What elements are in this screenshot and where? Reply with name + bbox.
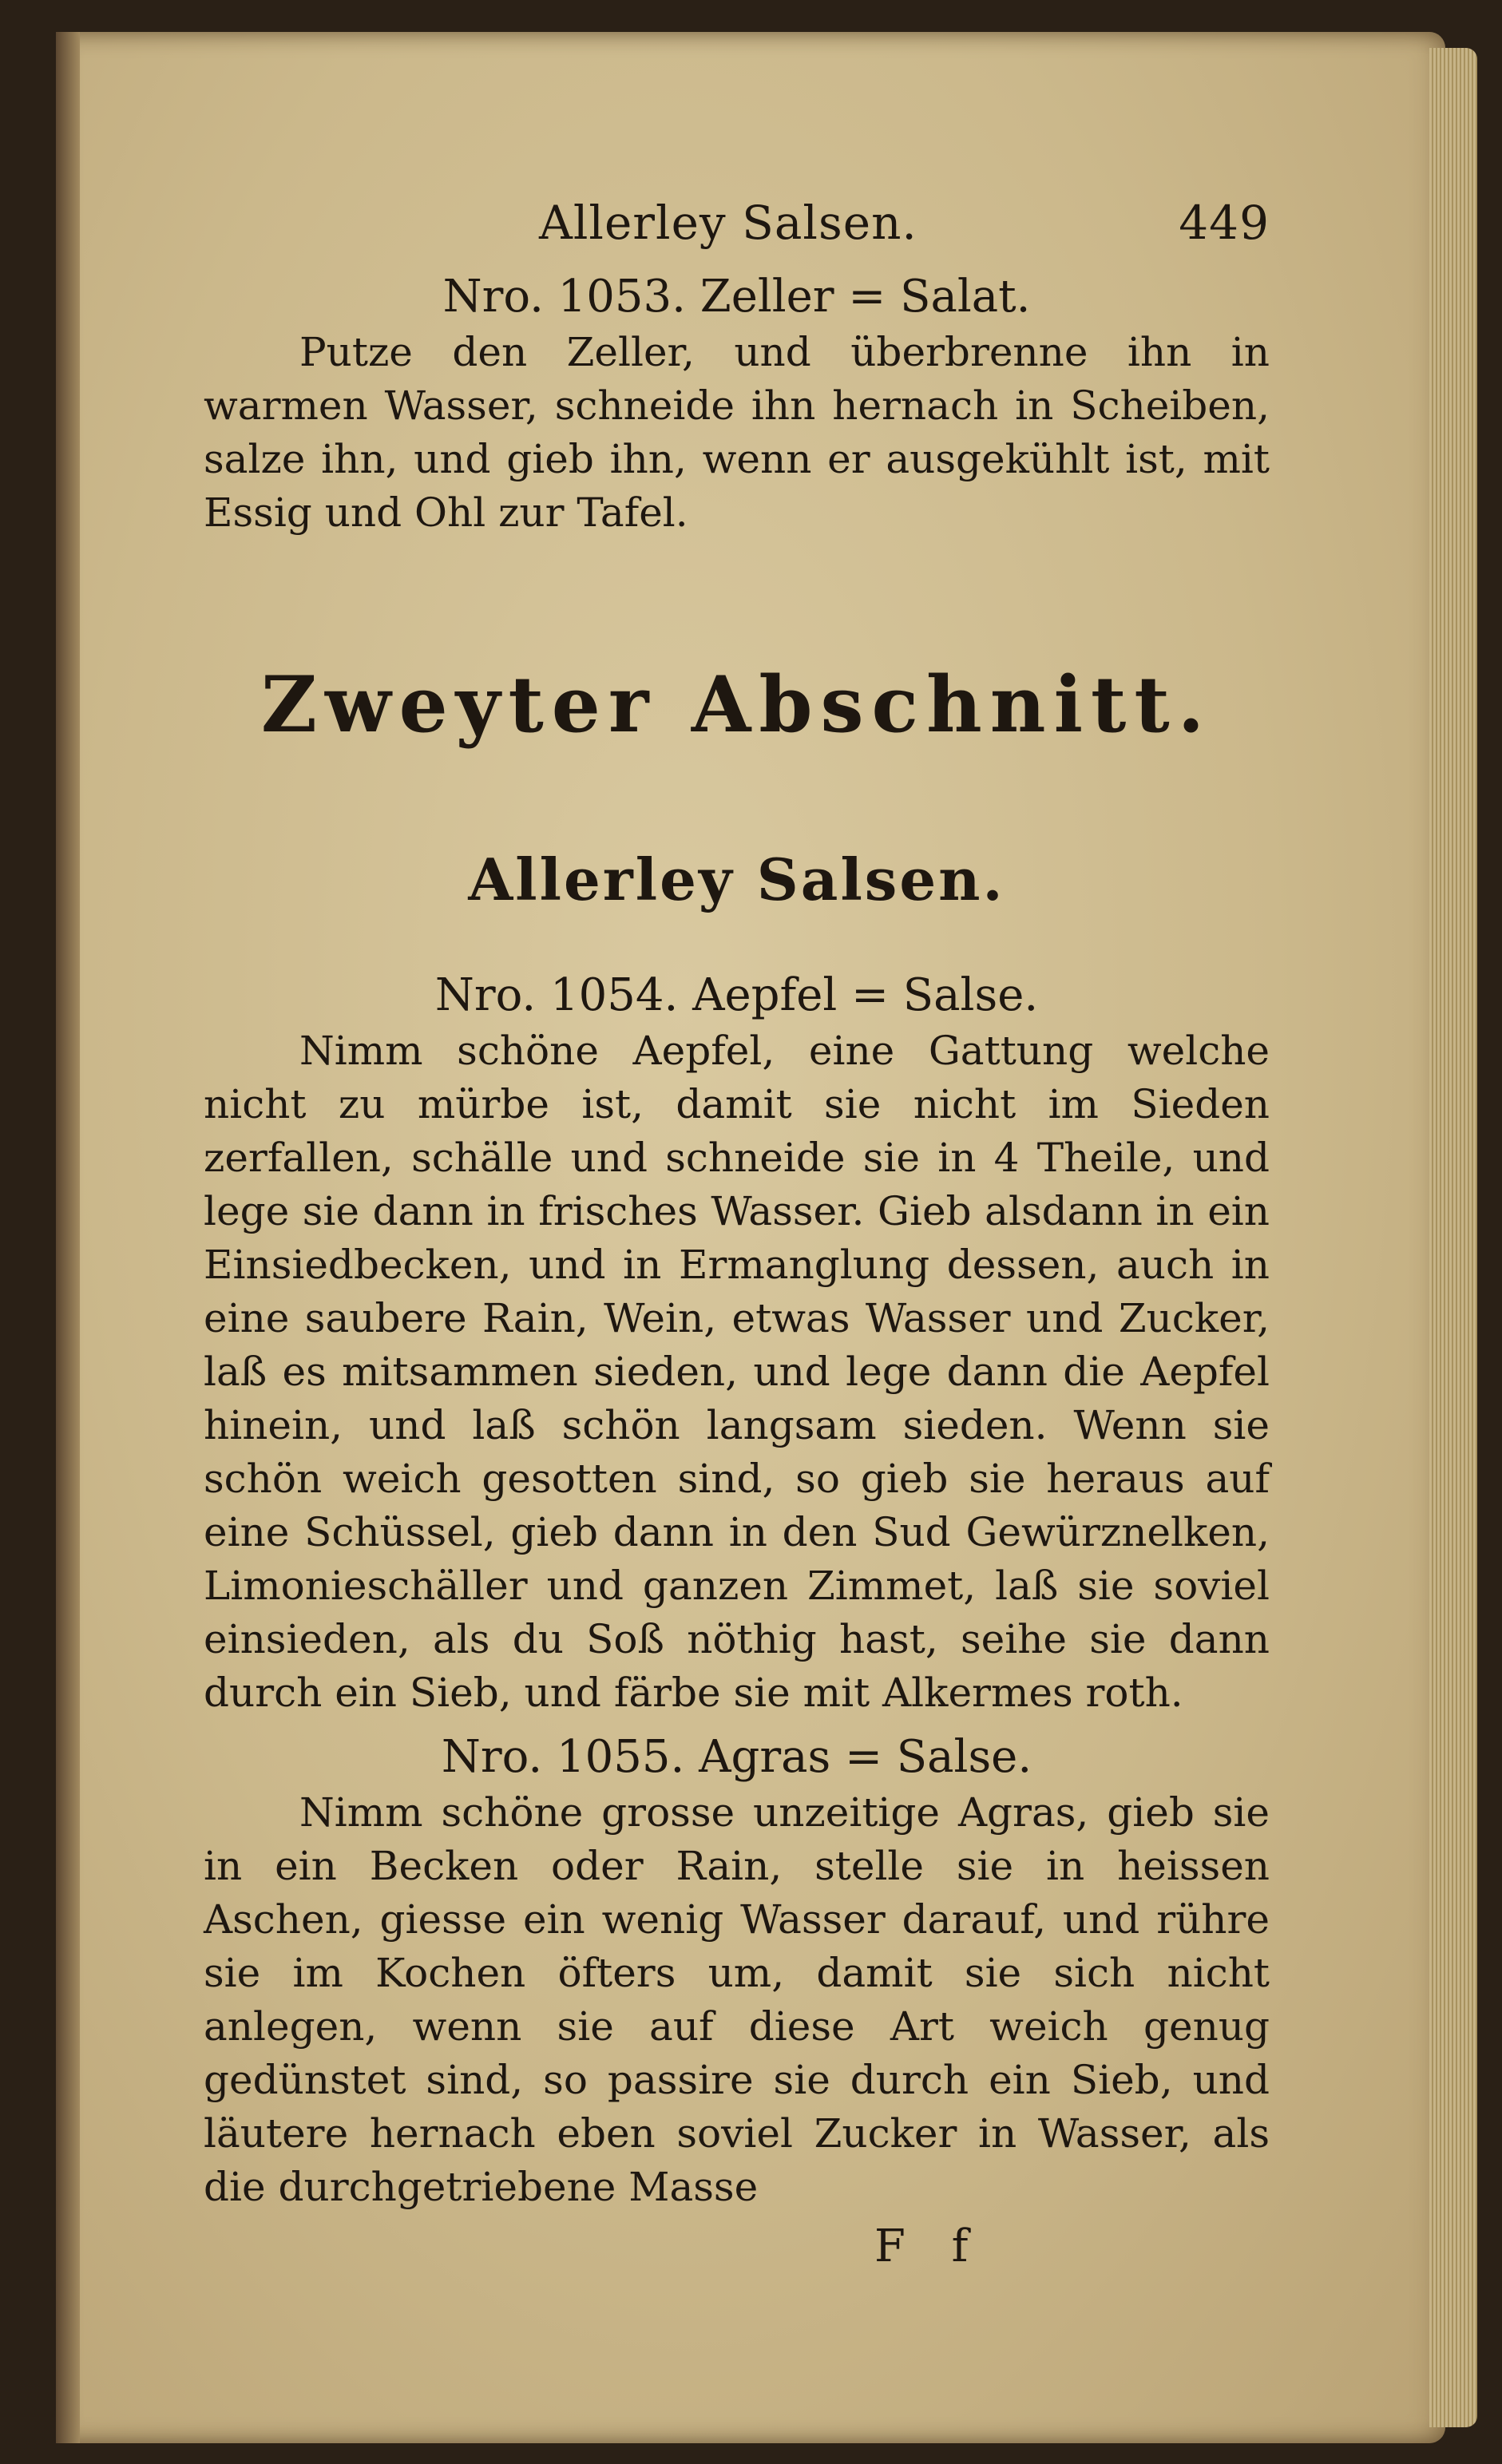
text-block <box>204 180 1270 2272</box>
page-number: 449 <box>1179 196 1270 250</box>
signature-mark: F f <box>874 2220 985 2272</box>
page-edges <box>1429 48 1477 2427</box>
recipe-heading: Nro. 1054. Aepfel = Salse. <box>434 969 1039 1021</box>
section-subtitle: Allerley Salsen. <box>468 846 1005 913</box>
recipe-text: Nimm schöne grosse unzeitige Agras, gieb sie in ein Becken oder Rain, stelle sie in heissen Aschen, giesse ein wenig Wasser darauf, und rühre sie im Kochen öfters um, damit sie sich nicht anlegen, wenn sie auf diese Art weich genug gedünstet sind, so passire sie durch ein Sieb, und läutere hernach eben soviel Zucker in Wasser, als die durchgetriebene Masse <box>204 1789 1270 2210</box>
recipe-text: Nimm schöne Aepfel, eine Gattung welche nicht zu mürbe ist, damit sie nicht im Sieden zerfallen, schälle und schneide sie in 4 Theile, und lege sie dann in frisches Wasser. Gieb alsdann in ein Einsiedbecken, und in Ermanglung dessen, auch in eine saubere Rain, Wein, etwas Wasser und Zucker, laß es mitsammen sieden, und lege dann die Aepfel hinein, und laß schön langsam sieden. Wenn sie schön weich gesotten sind, so gieb sie heraus auf eine Schüssel, gieb dann in den Sud Gewürznelken, Limonieschäller und ganzen Zimmet, laß sie soviel einsieden, als du Soß nöthig hast, seihe sie dann durch ein Sieb, und färbe sie mit Alkermes roth. <box>204 1028 1270 1716</box>
running-head <box>204 180 1270 259</box>
recipe-text: Putze den Zeller, und überbrenne ihn in warmen Wasser, schneide ihn hernach in Scheiben, salze ihn, und gieb ihn, wenn er ausgekühlt ist, mit Essig und Ohl zur Tafel. <box>204 329 1270 536</box>
binding-gutter <box>56 32 80 2443</box>
recipe-heading: Nro. 1055. Agras = Salse. <box>441 1731 1032 1783</box>
recipe-heading: Nro. 1053. Zeller = Salat. <box>442 271 1031 323</box>
running-head-title: Allerley Salsen. <box>539 196 917 250</box>
section-title: Zweyter Abschnitt. <box>260 660 1213 750</box>
